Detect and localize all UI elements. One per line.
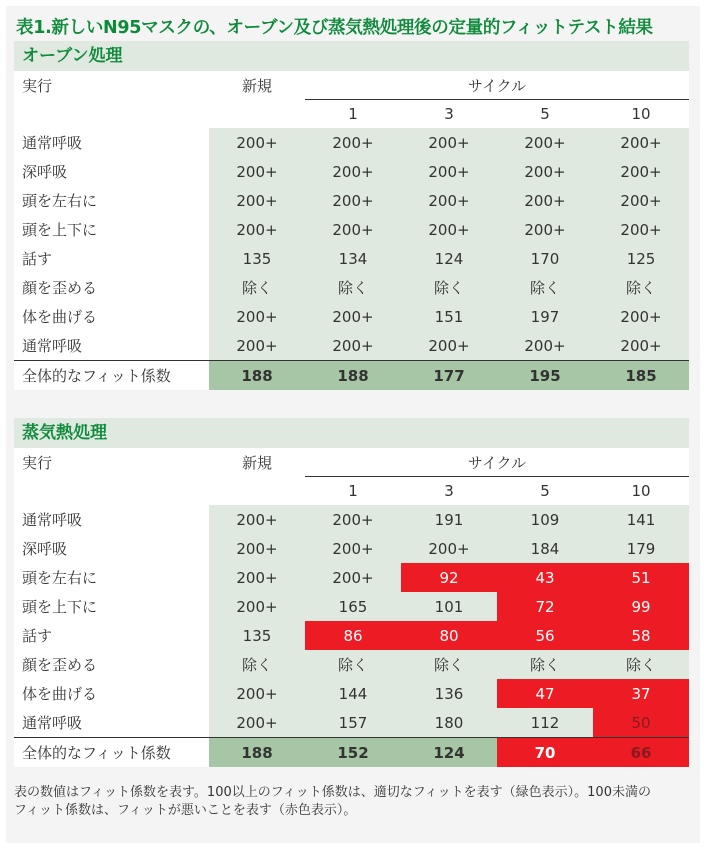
table-cell: 200+	[305, 302, 401, 331]
table-row	[14, 157, 689, 186]
table-cell: 200+	[209, 708, 305, 738]
footnote-line-1: 表の数値はフィット係数を表す。100以上のフィット係数は、適切なフィットを表す（緑色表示）。100未満の	[14, 785, 651, 800]
table-cell-low: 37	[593, 679, 689, 708]
table-cell: 200+	[209, 215, 305, 244]
table-cell: 109	[497, 505, 593, 534]
row-label: 頭を左右に	[14, 186, 209, 215]
table-cell: 200+	[401, 186, 497, 215]
table-cell: 200+	[497, 331, 593, 361]
table-row	[14, 621, 689, 650]
table-cell: 200+	[305, 534, 401, 563]
row-label: 顔を歪める	[14, 273, 209, 302]
table-cell: 141	[593, 505, 689, 534]
total-cell: 188	[209, 361, 305, 391]
row-label: 通常呼吸	[14, 708, 209, 738]
table-cell-low: 56	[497, 621, 593, 650]
table-row	[14, 186, 689, 215]
total-cell-low: 66	[593, 738, 689, 768]
row-label: 通常呼吸	[14, 128, 209, 157]
table-cell: 101	[401, 592, 497, 621]
total-row	[14, 738, 689, 768]
row-label: 通常呼吸	[14, 505, 209, 534]
table-cell: 200+	[401, 128, 497, 157]
table-cell: 除く	[305, 273, 401, 302]
table-cell: 200+	[209, 128, 305, 157]
header-cycle: サイクル	[305, 71, 689, 100]
table-cell: 197	[497, 302, 593, 331]
table-cell: 200+	[401, 215, 497, 244]
header-cycle-5: 5	[497, 100, 593, 129]
section-heading-oven: オーブン処理	[14, 41, 689, 71]
total-row	[14, 361, 689, 391]
total-cell: 188	[209, 738, 305, 768]
table-cell: 112	[497, 708, 593, 738]
total-cell: 195	[497, 361, 593, 391]
header-run: 実行	[14, 71, 209, 100]
row-label: 顔を歪める	[14, 650, 209, 679]
header-cycle: サイクル	[305, 448, 689, 477]
header-cycle-5: 5	[497, 477, 593, 506]
table-cell: 200+	[401, 534, 497, 563]
table-cell: 125	[593, 244, 689, 273]
table-row	[14, 273, 689, 302]
total-cell: 152	[305, 738, 401, 768]
table-title: 表1.新しいN95マスクの、オーブン及び蒸気熱処理後の定量的フィットテスト結果	[16, 18, 653, 38]
table-cell: 200+	[305, 505, 401, 534]
row-label: 通常呼吸	[14, 331, 209, 361]
row-label: 話す	[14, 621, 209, 650]
table-cell-low: 51	[593, 563, 689, 592]
header-new: 新規	[209, 71, 305, 100]
section-heading-steam: 蒸気熱処理	[14, 418, 689, 448]
table-cell: 200+	[497, 128, 593, 157]
table-cell: 200+	[593, 128, 689, 157]
total-cell: 185	[593, 361, 689, 391]
table-cell: 200+	[209, 563, 305, 592]
table-row	[14, 650, 689, 679]
table-cell: 200+	[209, 157, 305, 186]
table-cell-low: 99	[593, 592, 689, 621]
table-row	[14, 592, 689, 621]
footnote-line-2: フィット係数は、フィットが悪いことを表す（赤色表示）。	[14, 803, 357, 818]
table-cell: 151	[401, 302, 497, 331]
table-cell: 144	[305, 679, 401, 708]
row-label: 深呼吸	[14, 534, 209, 563]
table-row	[14, 331, 689, 361]
table-cell: 180	[401, 708, 497, 738]
table-cell: 200+	[305, 215, 401, 244]
table-row	[14, 563, 689, 592]
table-cell: 200+	[593, 302, 689, 331]
row-label: 頭を左右に	[14, 563, 209, 592]
table-cell-low: 72	[497, 592, 593, 621]
table-row	[14, 679, 689, 708]
table-row	[14, 244, 689, 273]
steam-table	[14, 448, 689, 767]
total-cell-low: 70	[497, 738, 593, 768]
table-cell: 除く	[497, 273, 593, 302]
header-cycle-1: 1	[305, 100, 401, 129]
table-cell: 200+	[305, 563, 401, 592]
table-row	[14, 708, 689, 738]
table-cell: 184	[497, 534, 593, 563]
table-cell: 136	[401, 679, 497, 708]
table-cell-low: 80	[401, 621, 497, 650]
table-cell: 157	[305, 708, 401, 738]
table-cell: 200+	[497, 186, 593, 215]
table-cell-low: 47	[497, 679, 593, 708]
table-cell-low: 50	[593, 708, 689, 738]
header-cycle-1: 1	[305, 477, 401, 506]
table-cell: 除く	[209, 650, 305, 679]
table-cell: 200+	[593, 215, 689, 244]
table-cell-low: 86	[305, 621, 401, 650]
row-label: 頭を上下に	[14, 592, 209, 621]
table-cell: 200+	[209, 679, 305, 708]
table-row	[14, 215, 689, 244]
table-cell: 124	[401, 244, 497, 273]
table-cell: 135	[209, 244, 305, 273]
table-cell: 除く	[497, 650, 593, 679]
total-cell: 124	[401, 738, 497, 768]
table-cell: 170	[497, 244, 593, 273]
header-new: 新規	[209, 448, 305, 477]
row-label: 体を曲げる	[14, 679, 209, 708]
table-footnote	[14, 784, 690, 820]
table-cell-low: 58	[593, 621, 689, 650]
header-cycle-10: 10	[593, 100, 689, 129]
table-cell: 200+	[209, 331, 305, 361]
table-cell: 165	[305, 592, 401, 621]
table-cell: 除く	[401, 273, 497, 302]
table-cell: 134	[305, 244, 401, 273]
table-cell: 除く	[209, 273, 305, 302]
table-cell: 200+	[209, 534, 305, 563]
table-cell: 200+	[209, 302, 305, 331]
table-cell: 200+	[497, 157, 593, 186]
table-cell: 135	[209, 621, 305, 650]
table-cell: 200+	[209, 186, 305, 215]
row-label: 体を曲げる	[14, 302, 209, 331]
table-row	[14, 128, 689, 157]
row-label: 深呼吸	[14, 157, 209, 186]
table-cell: 除く	[305, 650, 401, 679]
table-row	[14, 505, 689, 534]
table-row	[14, 534, 689, 563]
table-row	[14, 302, 689, 331]
table-cell: 200+	[209, 505, 305, 534]
header-cycle-10: 10	[593, 477, 689, 506]
table-cell: 除く	[593, 650, 689, 679]
table-cell: 200+	[305, 186, 401, 215]
total-cell: 188	[305, 361, 401, 391]
row-label: 頭を上下に	[14, 215, 209, 244]
table-cell: 200+	[305, 331, 401, 361]
table-cell: 191	[401, 505, 497, 534]
table-cell: 200+	[593, 186, 689, 215]
table-cell: 200+	[401, 157, 497, 186]
table-cell: 200+	[593, 157, 689, 186]
table-cell-low: 92	[401, 563, 497, 592]
row-label: 話す	[14, 244, 209, 273]
table-cell: 200+	[209, 592, 305, 621]
oven-table	[14, 71, 689, 390]
table-cell: 200+	[497, 215, 593, 244]
total-cell: 177	[401, 361, 497, 391]
table-cell: 除く	[593, 273, 689, 302]
total-label: 全体的なフィット係数	[14, 738, 209, 768]
total-label: 全体的なフィット係数	[14, 361, 209, 391]
header-cycle-3: 3	[401, 100, 497, 129]
table-cell: 200+	[305, 128, 401, 157]
header-cycle-3: 3	[401, 477, 497, 506]
table-cell-low: 43	[497, 563, 593, 592]
table-cell: 200+	[593, 331, 689, 361]
table-cell: 200+	[305, 157, 401, 186]
table-cell: 200+	[401, 331, 497, 361]
header-run: 実行	[14, 448, 209, 477]
table-cell: 除く	[401, 650, 497, 679]
table-cell: 179	[593, 534, 689, 563]
